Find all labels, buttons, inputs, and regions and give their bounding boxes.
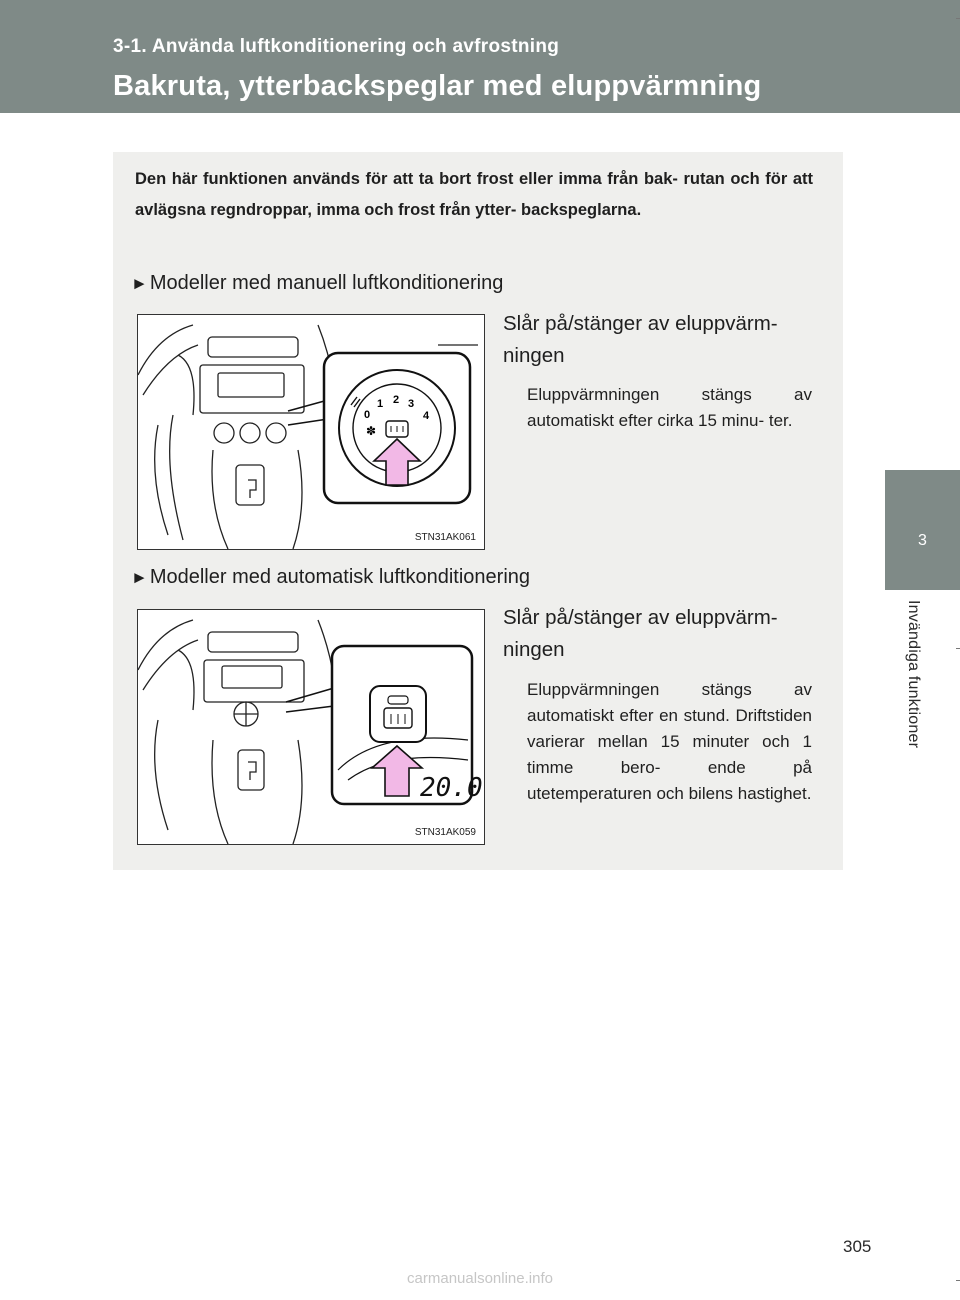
chapter-label: Invändiga funktioner [905,600,922,749]
page-number: 305 [843,1237,872,1256]
section-heading-automatic [131,566,530,589]
section-title: 3-1. Använda luftkonditionering och avfrostning [113,36,560,57]
note-text: Eluppvärmningen stängs av automatiskt efter cirka 15 minu- ter. [527,385,812,430]
triangle-marker-icon: ► [131,274,148,293]
dial-number: 1 [377,398,384,410]
crop-mark [956,18,960,19]
page-title: Bakruta, ytterbackspeglar med eluppvärmning [113,70,762,102]
section-heading-text: Modeller med manuell luftkonditionering [149,272,504,294]
crop-mark [956,648,960,649]
note-text: Eluppvärmningen stängs av automatiskt efter en stund. Driftstiden varierar mellan 15 minuter och 1 timme bero- ende på utetemperaturen och bilens hastighet. [527,680,812,803]
dial-number: 4 [423,410,430,422]
figure-manual-ac [137,314,485,550]
fan-icon: ✽ [366,424,377,438]
triangle-marker-icon: ► [131,568,148,587]
figure-automatic-ac [137,609,485,845]
section-heading-text: Modeller med automatisk luftkonditionering [149,566,531,588]
content-box [113,152,843,870]
figure-code: STN31AK061 [414,532,476,543]
button-callout [332,646,483,804]
action-text: Slår på/stänger av eluppvärm- ningen [503,312,778,367]
figure-code: STN31AK059 [414,827,476,838]
dial-number: 3 [408,398,415,410]
section-heading-manual [131,272,503,295]
intro-text: Den här funktionen används för att ta bort frost eller imma från bak- rutan och för att avlägsna regndroppar, imma och frost från ytter- backspeglarna. [135,170,813,219]
dial-callout [324,353,470,503]
temperature-display: 20.0 [420,773,483,803]
chapter-tab [885,470,960,590]
chapter-number: 3 [918,532,927,549]
action-text: Slår på/stänger av eluppvärm- ningen [503,606,778,661]
dashboard-illustration [138,610,484,844]
dashboard-illustration [138,315,484,549]
callout-leader [286,688,334,712]
dial-number: 2 [393,394,400,406]
dial-number: 0 [364,409,371,421]
chapter-header [0,0,960,113]
watermark-text: carmanualsonline.info [407,1270,553,1287]
